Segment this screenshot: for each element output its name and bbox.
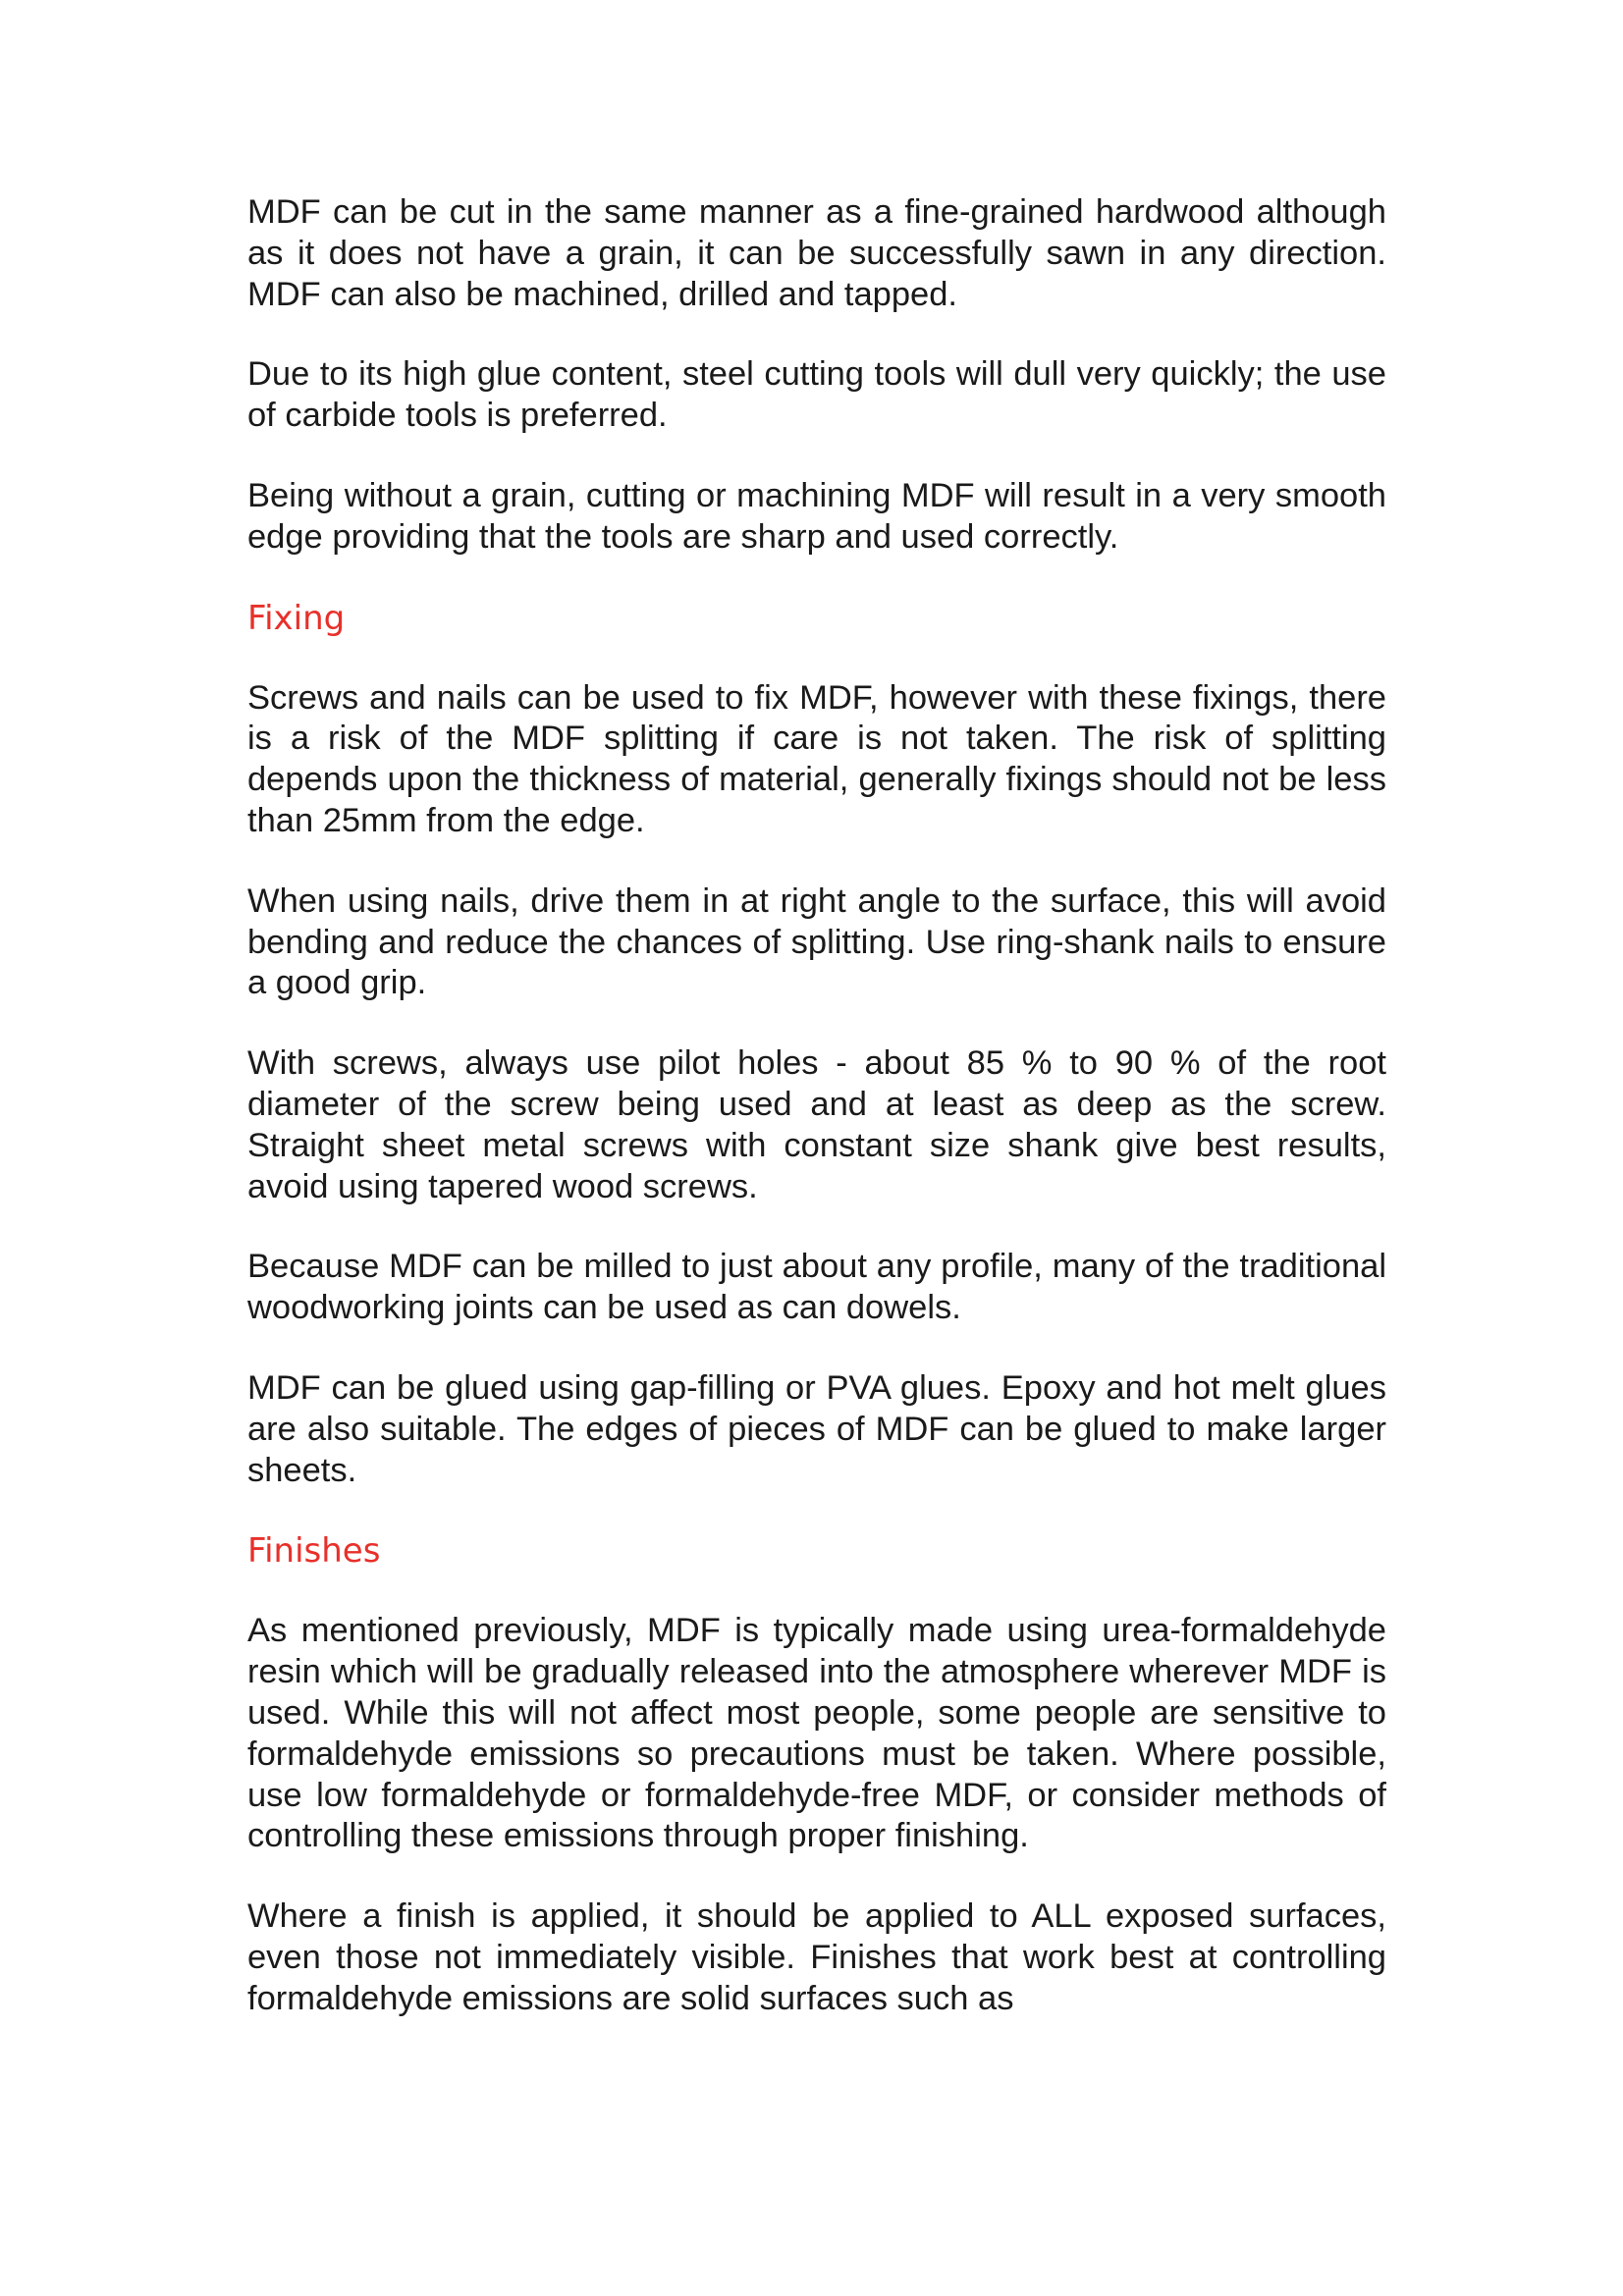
finishes-paragraph-formaldehyde: As mentioned previously, MDF is typically made using urea-formaldehyde resin which will be gradually released into the atmosphere wherever MDF is used. While this will not affect most people, some people are sensitive to formaldehyde emissions so precautions must be taken. Where possible, use low formaldehyde or formaldehyde-free MDF, or consider methods of controlling these emissions through proper finishing.: [247, 1612, 1386, 1855]
fixing-paragraph-joints: Because MDF can be milled to just about any profile, many of the traditional woodworking joints can be used as can dowels.: [247, 1248, 1386, 1327]
fixing-paragraph-nails: When using nails, drive them in at right angle to the surface, this will avoid bending and reduce the chances of splitting. Use ring-shank nails to ensure a good grip.: [247, 881, 1386, 1002]
section-heading-finishes: Finishes: [247, 1531, 381, 1572]
fixing-paragraph-glues: MDF can be glued using gap-filling or PVA glues. Epoxy and hot melt glues are also suitable. The edges of pieces of MDF can be glued to make larger sheets.: [247, 1368, 1386, 1489]
intro-paragraph-tools: Due to its high glue content, steel cutting tools will dull very quickly; the use of carbide tools is preferred.: [247, 355, 1386, 435]
finishes-paragraph-surfaces: Where a finish is applied, it should be applied to ALL exposed surfaces, even those not immediately visible. Finishes that work best at controlling formaldehyde emissions are solid surfaces such as: [247, 1897, 1386, 2017]
fixing-paragraph-screws-nails: Screws and nails can be used to fix MDF, however with these fixings, there is a risk of the MDF splitting if care is not taken. The risk of splitting depends upon the thickness of material, generally fixings should not be less than 25mm from the edge.: [247, 678, 1386, 839]
section-heading-fixing: Fixing: [247, 598, 346, 638]
fixing-paragraph-screws: With screws, always use pilot holes - about 85 % to 90 % of the root diameter of the screw being used and at least as deep as the screw. Straight sheet metal screws with constant size shank give best results, avoid using tapered wood screws.: [247, 1044, 1386, 1205]
page-content: [247, 192, 1386, 2020]
intro-paragraph-smooth-edge: Being without a grain, cutting or machining MDF will result in a very smooth edge providing that the tools are sharp and used correctly.: [247, 476, 1386, 556]
intro-paragraph-cutting: MDF can be cut in the same manner as a fine-grained hardwood although as it does not have a grain, it can be successfully sawn in any direction. MDF can also be machined, drilled and tapped.: [247, 193, 1386, 313]
